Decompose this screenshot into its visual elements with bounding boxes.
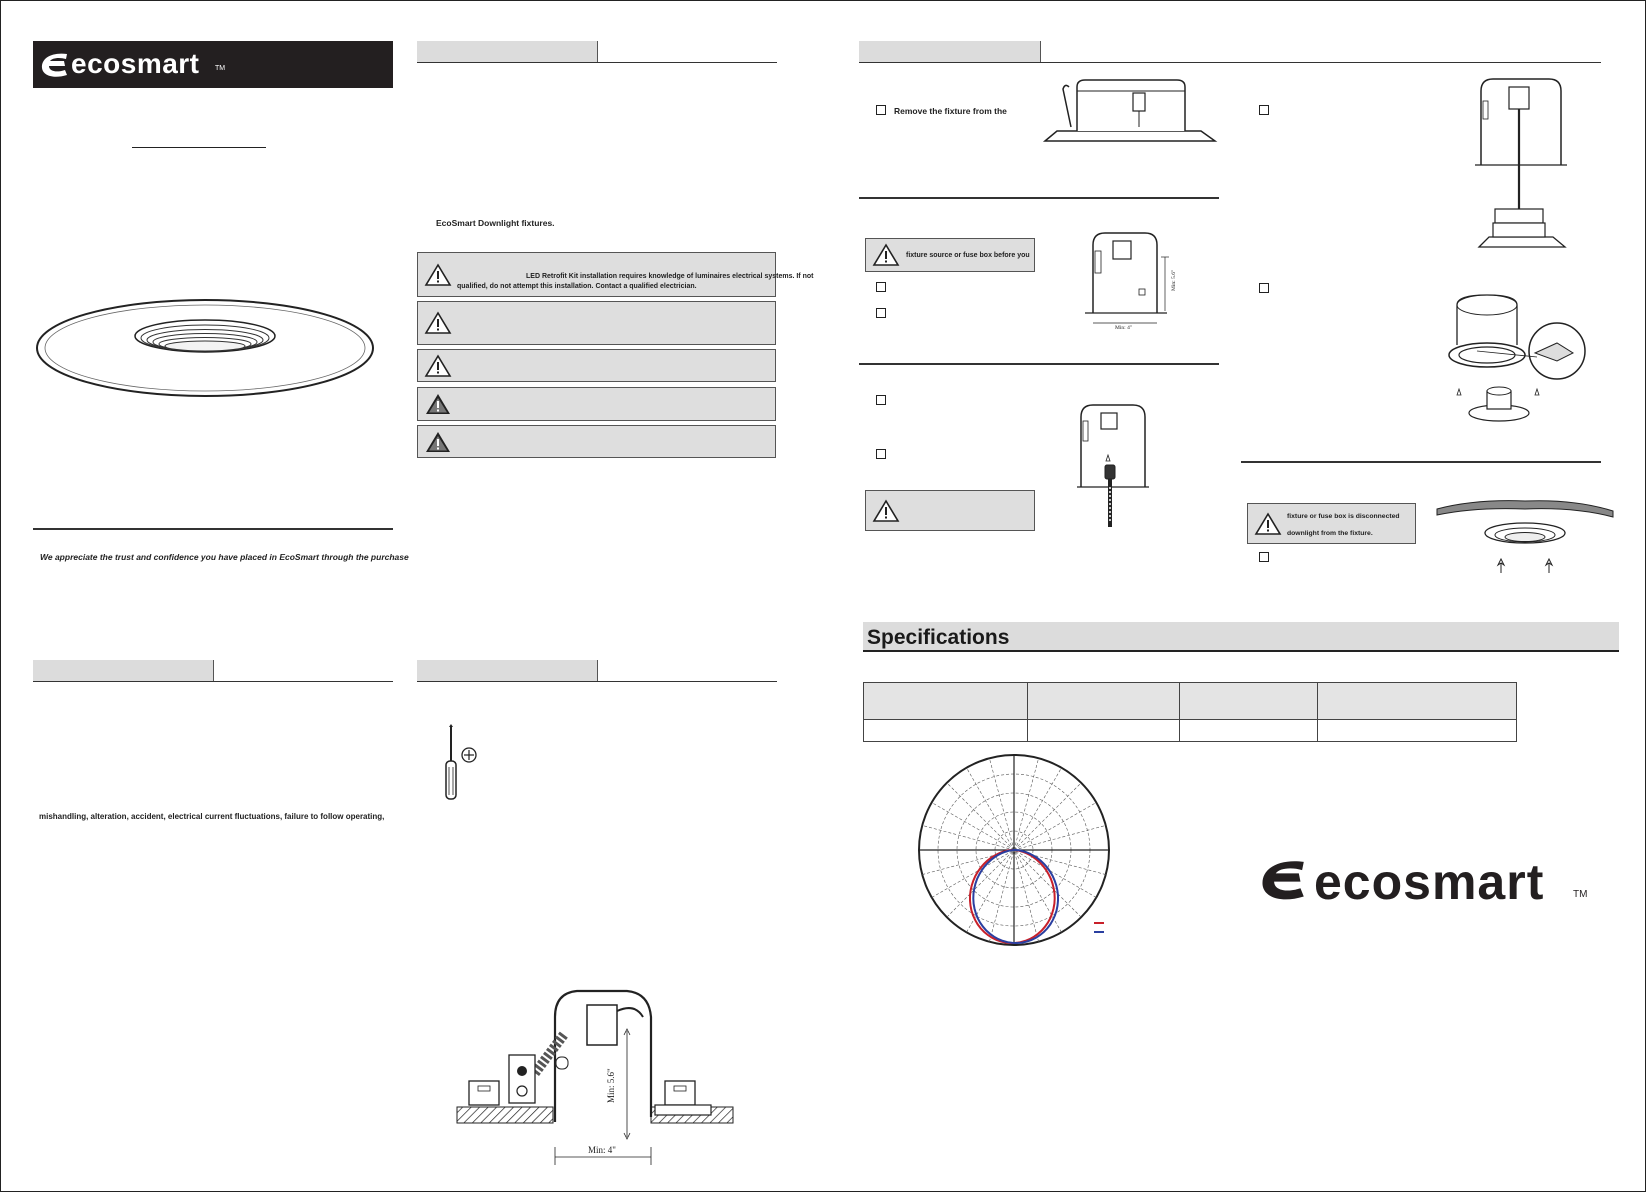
warning-box-2 [417,301,776,345]
step-remove-text: Remove the fixture from the [894,106,1007,116]
warning-box-4 [417,387,776,421]
warning-triangle-icon [1255,512,1281,536]
spec-value-cell [1179,720,1318,742]
spec-header-cell [864,683,1028,720]
caution-triangle-icon [425,392,451,416]
ceiling-trim-installation-illustration [1435,495,1615,585]
spec-value-cell [1318,720,1517,742]
warning-triangle-icon [873,499,899,523]
warning-text-1b: qualified, do not attempt this installation. Contact a qualified electrician. [457,283,697,290]
step-checkbox-1[interactable] [876,105,886,115]
power-warning-text: fixture source or fuse box before you [906,252,1030,259]
step-divider-1 [859,197,1219,199]
recessed-can-dimension-diagram [455,987,735,1185]
brand-name: ecosmart [71,48,200,79]
warning-text-1a: LED Retrofit Kit installation requires knowledge of luminaires electrical systems. If not [526,273,814,280]
small-min-width-label: Min: 4" [1115,325,1133,331]
ecosmart-leaf-icon [38,48,72,82]
step-checkbox-5[interactable] [876,449,886,459]
specifications-table [863,682,1517,742]
legend-red-line [1094,922,1104,924]
can-dimension-small-illustration [1083,231,1183,331]
warning-triangle-icon [425,311,451,335]
brand-trademark: TM [215,65,226,72]
warning-triangle-icon [425,263,451,287]
installation-header [859,41,1601,63]
screwdriver-icon [437,725,487,801]
spec-header-cell [1027,683,1179,720]
trim-ring-assembly-illustration [1447,291,1587,431]
caution-triangle-icon [425,430,451,454]
large-brand-name: ecosmart [1314,854,1545,910]
thanks-text: We appreciate the trust and confidence you have placed in EcoSmart through the purchase [40,552,409,562]
brand-logo-bar [33,41,393,88]
socket-connection-illustration [1077,403,1157,533]
step-checkbox-3[interactable] [876,308,886,318]
min-height-label: Min: 5.6" [606,1068,616,1103]
product-downlight-illustration [35,298,375,398]
warning-box-3 [417,349,776,382]
spec-header-row [864,683,1517,720]
step-checkbox-6[interactable] [1259,105,1269,115]
warning-triangle-icon [873,243,899,267]
fuse-warning-text-a: fixture or fuse box is disconnected [1287,513,1400,520]
thanks-section-rule [33,528,393,530]
safety-header [417,41,777,63]
warning-box-1 [417,252,814,297]
tools-header [417,660,777,682]
small-min-height-label: Min: 5.6" [1171,269,1177,291]
spec-value-cell [1027,720,1179,742]
spec-header-cell [1179,683,1318,720]
warning-triangle-icon [425,354,451,378]
large-brand-trademark: TM [1573,889,1588,900]
fixture-side-view-illustration [1041,77,1221,147]
specifications-title: Specifications [867,626,1010,649]
step-checkbox-8[interactable] [1259,552,1269,562]
spec-header-cell [1318,683,1517,720]
legend-blue-line [1094,931,1104,933]
warranty-text: mishandling, alteration, accident, electrical current fluctuations, failure to follow operating, [39,812,385,821]
specifications-header [863,622,1619,652]
title-underline [132,147,266,148]
socket-warning-box [865,490,1035,531]
step-divider-3 [1241,461,1601,463]
spec-value-cell [864,720,1028,742]
fixtures-text: EcoSmart Downlight fixtures. [436,218,555,228]
step-checkbox-4[interactable] [876,395,886,405]
spec-value-row [864,720,1517,742]
ecosmart-large-leaf-icon [1255,852,1313,908]
step-checkbox-7[interactable] [1259,283,1269,293]
can-with-cord-illustration [1475,77,1575,253]
light-distribution-polar-chart [916,752,1112,948]
min-width-label: Min: 4" [588,1145,616,1155]
fuse-warning-text-b: downlight from the fixture. [1287,530,1373,537]
step-checkbox-2[interactable] [876,282,886,292]
power-warning-box [865,238,1035,272]
fuse-warning-box [1247,503,1416,544]
warranty-header [33,660,393,682]
warning-box-5 [417,425,776,458]
step-divider-2 [859,363,1219,365]
